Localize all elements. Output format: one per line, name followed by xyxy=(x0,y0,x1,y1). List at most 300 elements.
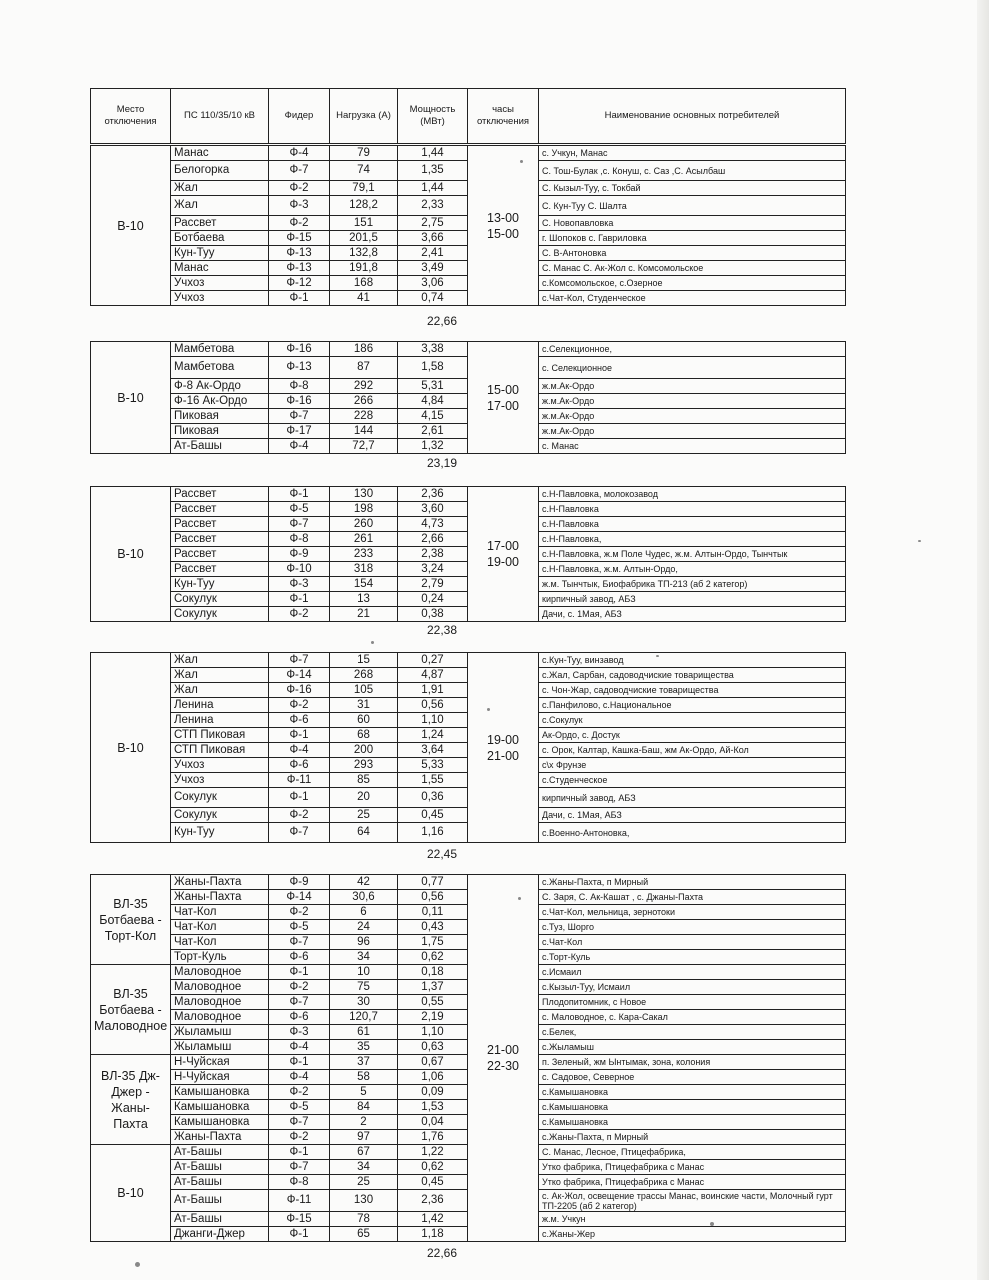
substation-name: Манас xyxy=(171,146,269,161)
substation-name: Жал xyxy=(171,668,269,683)
consumers-list: с.Жаны-Пахта, п Мирный xyxy=(539,875,846,890)
load-value: 260 xyxy=(330,517,398,532)
outage-hours: 15-00 17-00 xyxy=(468,342,539,454)
load-value: 75 xyxy=(330,980,398,995)
table-row xyxy=(91,342,846,357)
load-value: 42 xyxy=(330,875,398,890)
consumers-list: с.Камышановка xyxy=(539,1115,846,1130)
load-value: 97 xyxy=(330,1130,398,1145)
power-value: 0,45 xyxy=(398,1175,468,1190)
power-value: 2,66 xyxy=(398,532,468,547)
feeder-id: Ф-8 xyxy=(269,532,330,547)
feeder-id: Ф-12 xyxy=(269,276,330,291)
substation-name: Манас xyxy=(171,261,269,276)
feeder-id: Ф-6 xyxy=(269,758,330,773)
header-hours: часы отключения xyxy=(468,89,539,144)
outage-hours: 19-00 21-00 xyxy=(468,653,539,843)
feeder-id: Ф-3 xyxy=(269,1025,330,1040)
feeder-id: Ф-6 xyxy=(269,950,330,965)
feeder-id: Ф-10 xyxy=(269,562,330,577)
substation-name: Рассвет xyxy=(171,532,269,547)
load-value: 61 xyxy=(330,1025,398,1040)
substation-name: Ат-Башы xyxy=(171,1160,269,1175)
feeder-id: Ф-14 xyxy=(269,890,330,905)
feeder-id: Ф-8 xyxy=(269,379,330,394)
feeder-id: Ф-2 xyxy=(269,181,330,196)
power-value: 2,36 xyxy=(398,487,468,502)
consumers-list: с.Жыламыш xyxy=(539,1040,846,1055)
consumers-list: с.Чат-Кол, мельница, зернотоки xyxy=(539,905,846,920)
load-value: 2 xyxy=(330,1115,398,1130)
load-value: 5 xyxy=(330,1085,398,1100)
load-value: 233 xyxy=(330,547,398,562)
header-ps: ПС 110/35/10 кВ xyxy=(171,89,269,144)
load-value: 132,8 xyxy=(330,246,398,261)
consumers-list: Дачи, с. 1Мая, АБЗ xyxy=(539,607,846,622)
load-value: 25 xyxy=(330,1175,398,1190)
consumers-list: с. Селекционное xyxy=(539,357,846,379)
power-value: 1,10 xyxy=(398,1025,468,1040)
substation-name: Н-Чуйская xyxy=(171,1070,269,1085)
power-value: 2,19 xyxy=(398,1010,468,1025)
consumers-list: с. Садовое, Северное xyxy=(539,1070,846,1085)
consumers-list: ж.м.Ак-Ордо xyxy=(539,379,846,394)
load-value: 37 xyxy=(330,1055,398,1070)
consumers-list: с.Камышановка xyxy=(539,1085,846,1100)
substation-name: Ат-Башы xyxy=(171,1212,269,1227)
scan-speck xyxy=(487,708,490,711)
substation-name: Учхоз xyxy=(171,291,269,306)
load-value: 30,6 xyxy=(330,890,398,905)
table-row xyxy=(91,875,846,890)
consumers-list: с. Чон-Жар, садоводчиские товарищества xyxy=(539,683,846,698)
outage-place: В-10 xyxy=(91,653,171,843)
consumers-list: с\х Фрунзе xyxy=(539,758,846,773)
feeder-id: Ф-3 xyxy=(269,196,330,216)
substation-name: Рассвет xyxy=(171,487,269,502)
load-value: 67 xyxy=(330,1145,398,1160)
consumers-list: с.Н-Павловка, ж.м Поле Чудес, ж.м. Алтын-Ордо, Тынчтык xyxy=(539,547,846,562)
substation-name: Учхоз xyxy=(171,773,269,788)
scan-edge xyxy=(977,0,989,1280)
load-value: 79 xyxy=(330,146,398,161)
power-value: 1,10 xyxy=(398,713,468,728)
load-value: 200 xyxy=(330,743,398,758)
load-value: 6 xyxy=(330,905,398,920)
substation-name: Чат-Кол xyxy=(171,905,269,920)
load-value: 191,8 xyxy=(330,261,398,276)
consumers-list: с.Н-Павловка xyxy=(539,502,846,517)
table-row xyxy=(91,146,846,161)
feeder-id: Ф-2 xyxy=(269,1085,330,1100)
load-value: 72,7 xyxy=(330,439,398,454)
substation-name: Торт-Куль xyxy=(171,950,269,965)
consumers-list: с.Торт-Куль xyxy=(539,950,846,965)
load-value: 120,7 xyxy=(330,1010,398,1025)
feeder-id: Ф-4 xyxy=(269,439,330,454)
feeder-id: Ф-5 xyxy=(269,502,330,517)
substation-name: Жыламыш xyxy=(171,1025,269,1040)
power-value: 1,44 xyxy=(398,181,468,196)
power-value: 0,27 xyxy=(398,653,468,668)
feeder-id: Ф-16 xyxy=(269,394,330,409)
consumers-list: ж.м. Тынчтык, Биофабрика ТП-213 (аб 2 категор) xyxy=(539,577,846,592)
consumers-list: ж.м. Учкун xyxy=(539,1212,846,1227)
load-value: 25 xyxy=(330,808,398,823)
table-row xyxy=(91,653,846,668)
outage-place: В-10 xyxy=(91,342,171,454)
consumers-list: Плодопитомник, с Новое xyxy=(539,995,846,1010)
load-value: 292 xyxy=(330,379,398,394)
power-value: 0,38 xyxy=(398,607,468,622)
consumers-list: с.Камышановка xyxy=(539,1100,846,1115)
feeder-id: Ф-1 xyxy=(269,1055,330,1070)
feeder-id: Ф-3 xyxy=(269,577,330,592)
power-value: 2,79 xyxy=(398,577,468,592)
feeder-id: Ф-2 xyxy=(269,1130,330,1145)
load-value: 65 xyxy=(330,1227,398,1242)
load-value: 21 xyxy=(330,607,398,622)
load-value: 41 xyxy=(330,291,398,306)
substation-name: Джанги-Джер xyxy=(171,1227,269,1242)
substation-name: Жыламыш xyxy=(171,1040,269,1055)
load-value: 154 xyxy=(330,577,398,592)
schedule-block xyxy=(90,874,846,1242)
feeder-id: Ф-1 xyxy=(269,965,330,980)
consumers-list: с.Чат-Кол, Студенческое xyxy=(539,291,846,306)
load-value: 15 xyxy=(330,653,398,668)
scan-speck xyxy=(135,1262,140,1267)
power-value: 0,56 xyxy=(398,890,468,905)
substation-name: Ат-Башы xyxy=(171,439,269,454)
substation-name: Рассвет xyxy=(171,216,269,231)
load-value: 10 xyxy=(330,965,398,980)
consumers-list: Утко фабрика, Птицефабрика с Манас xyxy=(539,1160,846,1175)
schedule-block xyxy=(90,652,846,843)
load-value: 31 xyxy=(330,698,398,713)
load-value: 168 xyxy=(330,276,398,291)
power-value: 2,61 xyxy=(398,424,468,439)
load-value: 130 xyxy=(330,487,398,502)
load-value: 60 xyxy=(330,713,398,728)
feeder-id: Ф-8 xyxy=(269,1175,330,1190)
consumers-list: с. Маловодное, с. Кара-Сакал xyxy=(539,1010,846,1025)
substation-name: Ф-16 Ак-Ордо xyxy=(171,394,269,409)
load-value: 228 xyxy=(330,409,398,424)
outage-place: В-10 xyxy=(91,146,171,306)
feeder-id: Ф-7 xyxy=(269,935,330,950)
consumers-list: ж.м.Ак-Ордо xyxy=(539,394,846,409)
header-place: Место отключения xyxy=(91,89,171,144)
schedule-table xyxy=(90,145,846,306)
scan-speck xyxy=(710,1222,714,1226)
header-feeder: Фидер xyxy=(269,89,330,144)
feeder-id: Ф-1 xyxy=(269,788,330,808)
load-value: 35 xyxy=(330,1040,398,1055)
consumers-list: с.Панфилово, с.Национальное xyxy=(539,698,846,713)
scan-speck xyxy=(656,655,659,657)
feeder-id: Ф-5 xyxy=(269,1100,330,1115)
consumers-list: Утко фабрика, Птицефабрика с Манас xyxy=(539,1175,846,1190)
power-value: 3,49 xyxy=(398,261,468,276)
power-value: 0,43 xyxy=(398,920,468,935)
power-value: 5,33 xyxy=(398,758,468,773)
feeder-id: Ф-14 xyxy=(269,668,330,683)
total-power: 23,19 xyxy=(426,456,458,470)
consumers-list: с. Ак-Жол, освещение трассы Манас, воинские части, Молочный гурт ТП-2205 (аб 2 категор) xyxy=(539,1190,846,1212)
feeder-id: Ф-13 xyxy=(269,357,330,379)
consumers-list: ж.м.Ак-Ордо xyxy=(539,409,846,424)
consumers-list: г. Шопоков с. Гавриловка xyxy=(539,231,846,246)
power-value: 1,91 xyxy=(398,683,468,698)
consumers-list: С. Новопавловка xyxy=(539,216,846,231)
consumers-list: с. Орок, Калтар, Кашка-Баш, жм Ак-Ордо, Ай-Кол xyxy=(539,743,846,758)
load-value: 266 xyxy=(330,394,398,409)
feeder-id: Ф-11 xyxy=(269,773,330,788)
substation-name: Сокулук xyxy=(171,607,269,622)
substation-name: Пиковая xyxy=(171,424,269,439)
feeder-id: Ф-1 xyxy=(269,1227,330,1242)
power-value: 0,09 xyxy=(398,1085,468,1100)
power-value: 0,55 xyxy=(398,995,468,1010)
consumers-list: с.Кызыл-Туу, Исмаил xyxy=(539,980,846,995)
substation-name: Мамбетова xyxy=(171,342,269,357)
load-value: 74 xyxy=(330,161,398,181)
load-value: 293 xyxy=(330,758,398,773)
feeder-id: Ф-2 xyxy=(269,905,330,920)
substation-name: Жал xyxy=(171,683,269,698)
table-header xyxy=(90,88,846,144)
consumers-list: с. Учкун, Манас xyxy=(539,146,846,161)
feeder-id: Ф-2 xyxy=(269,698,330,713)
schedule-table xyxy=(90,652,846,843)
outage-place: ВЛ-35 Ботбаева - Маловодное xyxy=(91,965,171,1055)
consumers-list: С. В-Антоновка xyxy=(539,246,846,261)
substation-name: Ленина xyxy=(171,713,269,728)
power-value: 3,64 xyxy=(398,743,468,758)
load-value: 87 xyxy=(330,357,398,379)
power-value: 1,58 xyxy=(398,357,468,379)
power-value: 0,11 xyxy=(398,905,468,920)
header-power: Мощность (МВт) xyxy=(398,89,468,144)
substation-name: Маловодное xyxy=(171,995,269,1010)
schedule-block xyxy=(90,486,846,622)
substation-name: Ат-Башы xyxy=(171,1175,269,1190)
power-value: 3,66 xyxy=(398,231,468,246)
substation-name: Сокулук xyxy=(171,592,269,607)
substation-name: Ботбаева xyxy=(171,231,269,246)
power-value: 1,35 xyxy=(398,161,468,181)
substation-name: Жаны-Пахта xyxy=(171,875,269,890)
consumers-list: С. Кун-Туу С. Шалта xyxy=(539,196,846,216)
power-value: 5,31 xyxy=(398,379,468,394)
substation-name: Н-Чуйская xyxy=(171,1055,269,1070)
consumers-list: с.Жаны-Жер xyxy=(539,1227,846,1242)
substation-name: Рассвет xyxy=(171,502,269,517)
power-value: 0,63 xyxy=(398,1040,468,1055)
power-value: 1,16 xyxy=(398,823,468,843)
header-consumers: Наименование основных потребителей xyxy=(539,89,846,144)
substation-name: Жал xyxy=(171,181,269,196)
power-value: 0,36 xyxy=(398,788,468,808)
power-value: 1,24 xyxy=(398,728,468,743)
power-value: 0,24 xyxy=(398,592,468,607)
power-value: 1,32 xyxy=(398,439,468,454)
substation-name: Камышановка xyxy=(171,1115,269,1130)
load-value: 30 xyxy=(330,995,398,1010)
substation-name: Сокулук xyxy=(171,808,269,823)
consumers-list: С. Манас, Лесное, Птицефабрика, xyxy=(539,1145,846,1160)
substation-name: Учхоз xyxy=(171,758,269,773)
feeder-id: Ф-1 xyxy=(269,487,330,502)
scan-speck xyxy=(371,641,374,644)
feeder-id: Ф-7 xyxy=(269,823,330,843)
consumers-list: с.Н-Павловка, молокозавод xyxy=(539,487,846,502)
power-value: 0,62 xyxy=(398,1160,468,1175)
power-value: 1,55 xyxy=(398,773,468,788)
load-value: 64 xyxy=(330,823,398,843)
power-value: 0,45 xyxy=(398,808,468,823)
consumers-list: с.Исмаил xyxy=(539,965,846,980)
consumers-list: с.Кун-Туу, винзавод xyxy=(539,653,846,668)
feeder-id: Ф-13 xyxy=(269,246,330,261)
substation-name: Сокулук xyxy=(171,788,269,808)
load-value: 105 xyxy=(330,683,398,698)
scan-speck xyxy=(520,160,523,163)
feeder-id: Ф-9 xyxy=(269,547,330,562)
feeder-id: Ф-7 xyxy=(269,409,330,424)
consumers-list: С. Заря, С. Ак-Кашат , с. Джаны-Пахта xyxy=(539,890,846,905)
substation-name: Ат-Башы xyxy=(171,1145,269,1160)
feeder-id: Ф-4 xyxy=(269,146,330,161)
substation-name: Жал xyxy=(171,653,269,668)
feeder-id: Ф-4 xyxy=(269,1040,330,1055)
feeder-id: Ф-4 xyxy=(269,743,330,758)
power-value: 2,41 xyxy=(398,246,468,261)
power-value: 3,06 xyxy=(398,276,468,291)
consumers-list: с.Туз, Шорго xyxy=(539,920,846,935)
table-row xyxy=(91,487,846,502)
feeder-id: Ф-15 xyxy=(269,1212,330,1227)
substation-name: Ф-8 Ак-Ордо xyxy=(171,379,269,394)
substation-name: Рассвет xyxy=(171,562,269,577)
substation-name: Камышановка xyxy=(171,1085,269,1100)
schedule-table xyxy=(90,341,846,454)
feeder-id: Ф-1 xyxy=(269,592,330,607)
total-power: 22,66 xyxy=(426,1246,458,1260)
feeder-id: Ф-11 xyxy=(269,1190,330,1212)
load-value: 34 xyxy=(330,950,398,965)
feeder-id: Ф-13 xyxy=(269,261,330,276)
schedule-table xyxy=(90,874,846,1242)
consumers-list: Дачи, с. 1Мая, АБЗ xyxy=(539,808,846,823)
feeder-id: Ф-7 xyxy=(269,1160,330,1175)
load-value: 34 xyxy=(330,1160,398,1175)
substation-name: Кун-Туу xyxy=(171,246,269,261)
load-value: 261 xyxy=(330,532,398,547)
power-value: 0,77 xyxy=(398,875,468,890)
load-value: 128,2 xyxy=(330,196,398,216)
power-value: 1,75 xyxy=(398,935,468,950)
substation-name: Чат-Кол xyxy=(171,920,269,935)
load-value: 144 xyxy=(330,424,398,439)
substation-name: СТП Пиковая xyxy=(171,728,269,743)
schedule-block xyxy=(90,341,846,454)
feeder-id: Ф-17 xyxy=(269,424,330,439)
consumers-list: с.Военно-Антоновка, xyxy=(539,823,846,843)
scan-speck xyxy=(518,897,521,900)
load-value: 13 xyxy=(330,592,398,607)
schedule-table xyxy=(90,486,846,622)
feeder-id: Ф-2 xyxy=(269,216,330,231)
total-power: 22,38 xyxy=(426,623,458,637)
consumers-list: С. Кызыл-Туу, с. Токбай xyxy=(539,181,846,196)
load-value: 130 xyxy=(330,1190,398,1212)
power-value: 4,73 xyxy=(398,517,468,532)
substation-name: Мамбетова xyxy=(171,357,269,379)
load-value: 58 xyxy=(330,1070,398,1085)
consumers-list: с. Манас xyxy=(539,439,846,454)
consumers-list: с.Н-Павловка, xyxy=(539,532,846,547)
load-value: 96 xyxy=(330,935,398,950)
substation-name: Ат-Башы xyxy=(171,1190,269,1212)
consumers-list: с.Н-Павловка, ж.м. Алтын-Ордо, xyxy=(539,562,846,577)
load-value: 79,1 xyxy=(330,181,398,196)
feeder-id: Ф-1 xyxy=(269,728,330,743)
consumers-list: с.Н-Павловка xyxy=(539,517,846,532)
substation-name: Камышановка xyxy=(171,1100,269,1115)
feeder-id: Ф-16 xyxy=(269,342,330,357)
load-value: 68 xyxy=(330,728,398,743)
consumers-list: с.Чат-Кол xyxy=(539,935,846,950)
feeder-id: Ф-6 xyxy=(269,1010,330,1025)
power-value: 2,38 xyxy=(398,547,468,562)
scan-speck xyxy=(918,540,921,542)
power-value: 4,87 xyxy=(398,668,468,683)
load-value: 84 xyxy=(330,1100,398,1115)
substation-name: Белогорка xyxy=(171,161,269,181)
load-value: 85 xyxy=(330,773,398,788)
substation-name: Жаны-Пахта xyxy=(171,890,269,905)
power-value: 4,84 xyxy=(398,394,468,409)
substation-name: Чат-Кол xyxy=(171,935,269,950)
power-value: 0,74 xyxy=(398,291,468,306)
power-value: 3,60 xyxy=(398,502,468,517)
schedule-block xyxy=(90,145,846,306)
power-value: 1,18 xyxy=(398,1227,468,1242)
load-value: 201,5 xyxy=(330,231,398,246)
load-value: 78 xyxy=(330,1212,398,1227)
substation-name: Учхоз xyxy=(171,276,269,291)
substation-name: Ленина xyxy=(171,698,269,713)
feeder-id: Ф-4 xyxy=(269,1070,330,1085)
substation-name: Жал xyxy=(171,196,269,216)
consumers-list: С. Тош-Булак ,с. Конуш, с. Саз ,С. Асылбаш xyxy=(539,161,846,181)
power-value: 1,44 xyxy=(398,146,468,161)
power-value: 4,15 xyxy=(398,409,468,424)
outage-place: ВЛ-35 Ботбаева - Торт-Кол xyxy=(91,875,171,965)
consumers-list: с.Жаны-Пахта, п Мирный xyxy=(539,1130,846,1145)
consumers-list: с.Селекционное, xyxy=(539,342,846,357)
power-value: 1,53 xyxy=(398,1100,468,1115)
power-value: 0,18 xyxy=(398,965,468,980)
consumers-list: с.Белек, xyxy=(539,1025,846,1040)
load-value: 24 xyxy=(330,920,398,935)
total-power: 22,45 xyxy=(426,847,458,861)
feeder-id: Ф-5 xyxy=(269,920,330,935)
consumers-list: кирпичный завод, АБЗ xyxy=(539,788,846,808)
substation-name: Пиковая xyxy=(171,409,269,424)
